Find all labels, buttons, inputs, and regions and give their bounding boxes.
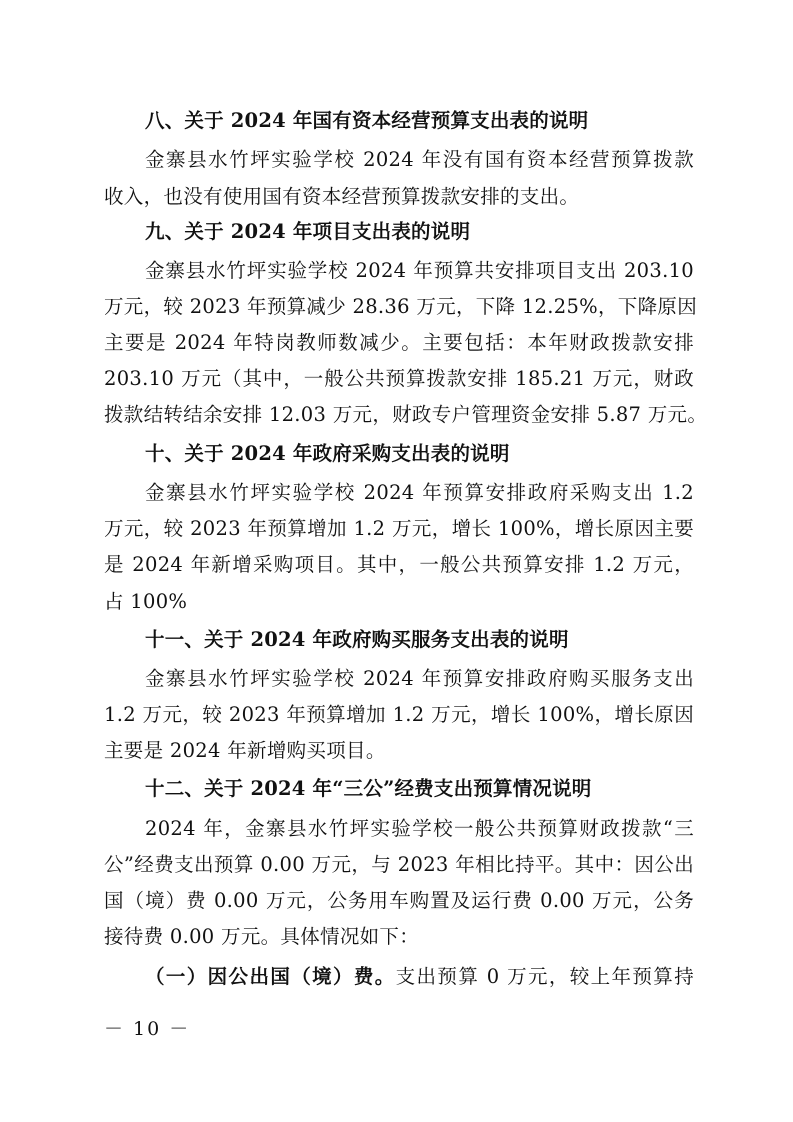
section-12-line-2: 公”经费支出预算 0.00 万元，与 2023 年相比持平。其中：因公出 <box>104 853 694 876</box>
section-8-heading: 八、关于 2024 年国有资本经营预算支出表的说明 <box>145 109 589 132</box>
page-number: － 10 － <box>104 1018 191 1040</box>
section-8-line-1: 金寨县水竹坪实验学校 2024 年没有国有资本经营预算拨款 <box>145 148 694 171</box>
section-12-subsection-1 <box>145 960 694 994</box>
section-9-line-4: 203.10 万元（其中，一般公共预算拨款安排 185.21 万元，财政 <box>104 367 694 390</box>
section-10-line-2: 万元，较 2023 年预算增加 1.2 万元，增长 100%，增长原因主要 <box>104 517 694 540</box>
section-9-line-5: 拨款结转结余安排 12.03 万元，财政专户管理资金安排 5.87 万元。 <box>104 403 708 426</box>
section-12-line-1: 2024 年，金寨县水竹坪实验学校一般公共预算财政拨款“三 <box>145 817 694 840</box>
section-11-line-2: 1.2 万元，较 2023 年预算增加 1.2 万元，增长 100%，增长原因 <box>104 703 694 726</box>
section-11-line-1: 金寨县水竹坪实验学校 2024 年预算安排政府购买服务支出 <box>145 667 694 690</box>
section-10-line-4: 占 100% <box>104 590 188 613</box>
section-9-line-1: 金寨县水竹坪实验学校 2024 年预算共安排项目支出 203.10 <box>145 259 694 282</box>
section-11-line-3: 主要是 2024 年新增购买项目。 <box>104 739 386 762</box>
subsection-1-text: 支出预算 0 万元，较上年预算持 <box>395 965 694 988</box>
section-12-heading: 十二、关于 2024 年“三公”经费支出预算情况说明 <box>145 777 592 800</box>
section-12-line-3: 国（境）费 0.00 万元，公务用车购置及运行费 0.00 万元，公务 <box>104 889 694 912</box>
section-9-line-3: 主要是 2024 年特岗教师数减少。主要包括：本年财政拨款安排 <box>104 331 694 354</box>
section-10-line-3: 是 2024 年新增采购项目。其中，一般公共预算安排 1.2 万元， <box>104 553 694 576</box>
section-9-heading: 九、关于 2024 年项目支出表的说明 <box>145 220 471 243</box>
section-10-line-1: 金寨县水竹坪实验学校 2024 年预算安排政府采购支出 1.2 <box>145 481 694 504</box>
subsection-1-title: （一）因公出国（境）费。 <box>145 965 396 988</box>
section-11-heading: 十一、关于 2024 年政府购买服务支出表的说明 <box>145 628 569 651</box>
section-12-line-4: 接待费 0.00 万元。具体情况如下： <box>104 925 420 948</box>
section-8-line-2: 收入，也没有使用国有资本经营预算拨款安排的支出。 <box>104 185 580 208</box>
section-9-line-2: 万元，较 2023 年预算减少 28.36 万元，下降 12.25%，下降原因 <box>104 295 697 318</box>
section-10-heading: 十、关于 2024 年政府采购支出表的说明 <box>145 442 510 465</box>
